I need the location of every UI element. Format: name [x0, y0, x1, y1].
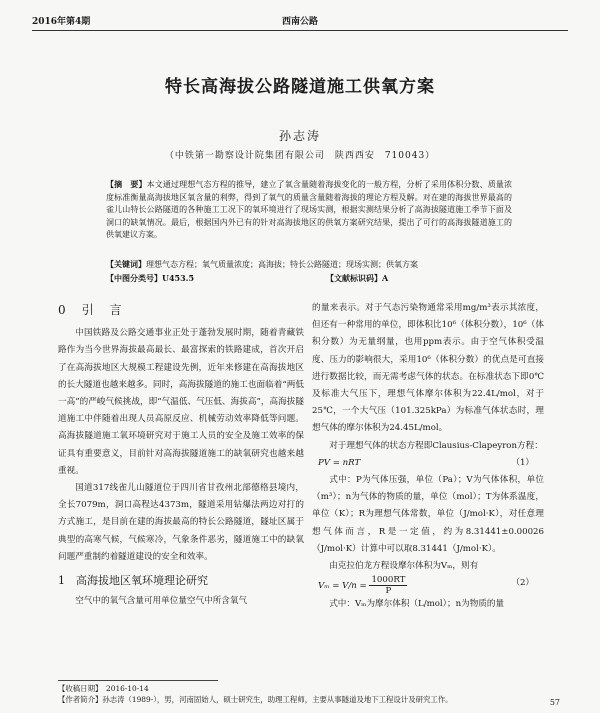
right-paragraph-4: 由克拉伯龙方程设摩尔体积为Vₘ，则有 [329, 561, 479, 572]
footnote-received: 【收稿日期】 2016-10-14 [58, 684, 149, 693]
equation-2-fraction [369, 575, 407, 596]
author-name: 孙志涛 [278, 129, 321, 143]
right-paragraph-1: 的量来表示。对于气态污染物通常采用mg/m³表示其浓度，但还有一种常用的单位，即体积比10⁶（体积分数），10⁶（体积分数）为无量纲量，也用ppm表示。由于空气体积受温度、压力的影响很大，采用10⁶（体积分数）的优点是可直接进行数据比较，而无需考虑气体的状态。在标准状态下即0℃及标准大气压下，理想气体摩尔体积为22.4L/mol，对于25℃，一个大气压（101.325kPa）为标准气体状态时，理想气体的摩尔体积为24.45L/mol。 [312, 303, 544, 434]
journal-name: 西南公路 [281, 17, 318, 27]
equation-2-denominator: P [385, 586, 392, 597]
left-column [58, 300, 304, 610]
intro-paragraph-1: 中国铁路及公路交通事业正处于蓬勃发展时期，随着青藏铁路作为当今世界海拔最高最长、最富探索的铁路建成，首次开启了在高海拔地区大规模工程建设先例，近年来修建在高海拔地区的长大隧道也越来越多。同时，高海拔隧道的施工也面临着“两低一高”的严峻气候挑战，即“气温低、气压低、海拔高”，高海拔隧道施工中伴随着出现人员高原反应、机械劳动效率降低等问题。高海拔隧道施工氧环境研究对于施工人员的安全及施工效率的保证具有重要意义，目前针对高海拔隧道施工的缺氧研究也越来越重视。 [58, 328, 304, 476]
intro-paragraph-2: 国道317线雀儿山隧道位于四川省甘孜州北部德格县境内，全长7079m，洞口高程达4373m，隧道采用钻爆法两边对打的方式施工，是目前在建的海拔最高的特长公路隧道，隧址区属于典型的高寒气候，气候寒冷，气象条件恶劣，隧道施工中的缺氧问题严重制约着隧道建设的安全和效率。 [58, 483, 304, 562]
right-column [312, 300, 544, 613]
section1-heading: 1 高海拔地区氧环境理论研究 [58, 574, 208, 588]
keywords-text: 理想气态方程；氧气质量浓度；高海拔；特长公路隧道；现场实测；供氧方案 [146, 260, 418, 269]
equation-2 [312, 575, 544, 596]
intro-heading: 0 引 言 [58, 303, 124, 317]
paper-title: 特长高海拔公路隧道施工供氧方案 [165, 77, 435, 97]
equation-2-numerator: 1000RT [371, 575, 406, 586]
affiliation: （中铁第一勘察设计院集团有限公司 陕西西安 710043） [164, 151, 436, 161]
right-paragraph-2: 对于理想气体的状态方程即Clausius-Clapeyron方程： [329, 440, 543, 451]
footnote-author-bio: 【作者简介】孙志涛（1989-），男，河南固始人，硕士研究生，助理工程师，主要从事隧道及地下工程设计及研究工作。 [58, 695, 453, 704]
equation-1-body: PV = nRT [318, 457, 361, 468]
abstract-text: 本文通过理想气态方程的推导，建立了氧含量随着海拔变化的一般方程，分析了采用体积分数、质量浓度标准衡量高海拔地区氧含量的利弊，得到了氧气的质量含量随着海拔的理论方程及解。对在建的海拔世界最高的雀儿山特长公路隧道的各种施工工况下的氧环境进行了现场实测，根据实测结果分析了高海拔隧道施工季节下面及洞口的缺氧情况。最后，根据国内外已有的针对高海拔地区的供氧方案研究结果，提出了可行的高海拔隧道施工的供氧建议方案。 [106, 180, 513, 240]
right-paragraph-5: 式中：Vₘ为摩尔体积（L/mol）；n为物质的量 [329, 599, 505, 610]
equation-1 [312, 455, 544, 472]
issue-label: 2016年第4期 [32, 17, 91, 27]
abstract-label: 【摘 要】 [106, 179, 147, 189]
right-paragraph-3: 式中：P为气体压强，单位（Pa）；V为气体体积，单位（m³）；n为气体的物质的量，单位（mol）；T为体系温度，单位（K）；R为理想气体常数，单位（J/mol·K），对任意理想气体而言，R是一定值，约为8.31441±0.00026（J/mol·K）计算中可以取8.31441（J/mol·K）。 [312, 475, 544, 554]
clc-label: 【中图分类号】 [106, 273, 162, 283]
page-number: 57 [549, 698, 560, 707]
abstract-block [106, 178, 512, 242]
keywords-label: 【关键词】 [106, 259, 146, 269]
footnote-rule [58, 680, 218, 681]
doc-code-label: 【文献标识码】 [326, 273, 382, 283]
clc-value: U453.5 [162, 273, 195, 283]
header-rule [32, 30, 568, 31]
equation-1-number: （1） [511, 457, 534, 468]
running-header [32, 14, 568, 28]
classification-block [106, 272, 512, 286]
equation-2-number: （2） [511, 578, 534, 589]
doc-code-value: A [382, 273, 389, 283]
section1-paragraph-1: 空气中的氧气含量可用单位量空气中所含氧气 [75, 596, 248, 607]
keywords-block [106, 258, 512, 272]
equation-2-lhs: Vₘ = V/n = [318, 581, 370, 592]
